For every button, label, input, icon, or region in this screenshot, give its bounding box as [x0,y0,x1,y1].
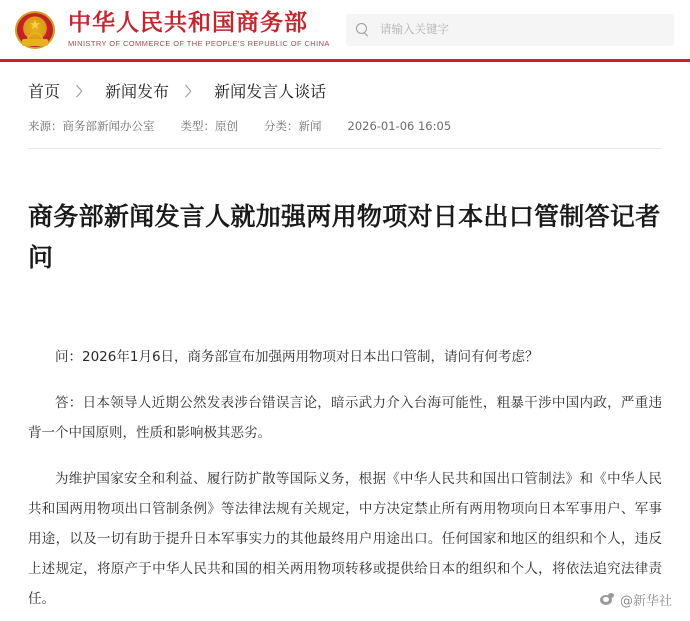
breadcrumb-item-news[interactable]: 新闻发布 [105,81,170,101]
breadcrumb-separator-icon: 〉 [76,84,90,100]
article-paragraph: 答：日本领导人近期公然发表涉台错误言论，暗示武力介入台海可能性，粗暴干涉中国内政，严重违背一个中国原则，性质和影响极其恶劣。 [28,395,662,441]
site-title-en: MINISTRY OF COMMERCE OF THE PEOPLE'S REPUBLIC OF CHINA [68,39,330,48]
article-meta [28,118,662,149]
article-body [28,301,662,615]
meta-type: 类型：原创 [180,119,238,133]
breadcrumb [28,62,662,118]
page-title: 商务部新闻发言人就加强两用物项对日本出口管制答记者问 [28,201,661,272]
breadcrumb-item-spokesperson[interactable]: 新闻发言人谈话 [214,81,327,101]
watermark-label: @新华社 [619,594,672,609]
search-icon[interactable] [356,23,370,37]
article-paragraph: 问：2026年1月6日，商务部宣布加强两用物项对日本出口管制，请问有何考虑？ [55,349,539,365]
content-wrapper [0,62,690,614]
search-box[interactable] [346,14,674,46]
watermark [600,590,672,609]
meta-datetime: 2026-01-06 16:05 [347,119,452,133]
site-title-block [68,10,330,49]
meta-source: 来源：商务部新闻办公室 [28,119,155,133]
breadcrumb-item-home[interactable]: 首页 [28,81,61,101]
china-national-emblem-icon: ★ [14,9,56,51]
meta-category: 分类：新闻 [264,119,322,133]
breadcrumb-separator-icon: 〉 [185,84,199,100]
site-header [0,0,690,62]
article-paragraph: 为维护国家安全和利益、履行防扩散等国际义务，根据《中华人民共和国出口管制法》和《中华人民共和国两用物项出口管制条例》等法律法规有关规定，中方决定禁止所有两用物项向日本军事用户、军事用途，以及一切有助于提升日本军事实力的其他最终用户用途出口。任何国家和地区的组织和个人，违反上述规定，将原产于中华人民共和国的相关两用物项转移或提供给日本的组织和个人，将依法追究法律责任。 [28,471,662,607]
site-title-cn: 中华人民共和国商务部 [68,10,308,36]
search-input[interactable] [378,23,664,37]
weibo-icon [600,592,615,607]
